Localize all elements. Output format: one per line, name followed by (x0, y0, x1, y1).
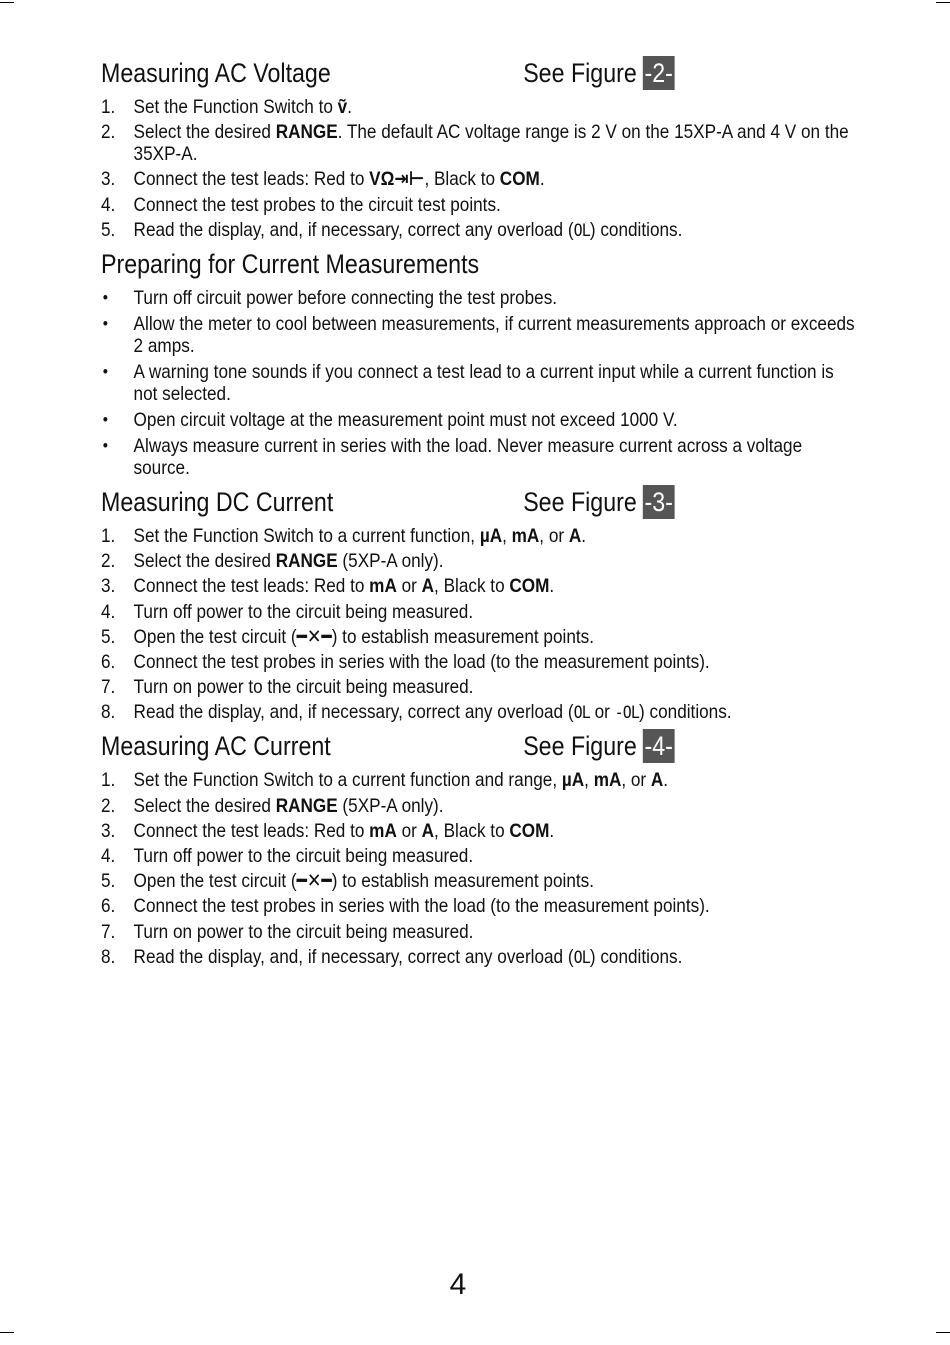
step-item (101, 626, 855, 648)
step-list (101, 769, 841, 968)
see-figure-label: See Figure (523, 58, 637, 88)
step-text: Read the display, and, if necessary, correct any overload ( (133, 701, 574, 724)
bold-term: COM (499, 168, 540, 191)
bold-term: ṽ (337, 96, 348, 118)
section-measuring-dc-current (101, 483, 841, 724)
step-text: or (396, 819, 422, 842)
see-figure-label: See Figure (523, 486, 637, 517)
step-number: 7. (101, 676, 116, 699)
step-number: 3. (101, 168, 116, 191)
step-number: 3. (101, 819, 116, 842)
step-text: , or (621, 769, 651, 792)
step-text: . (549, 575, 555, 598)
step-item (101, 795, 855, 817)
figure-number-badge: -4- (644, 731, 673, 762)
step-item (101, 676, 855, 698)
bullet-text: Open circuit voltage at the measurement point must not exceed 1000 V. (133, 408, 678, 431)
bold-term: A (421, 819, 435, 842)
bold-term: A (421, 575, 435, 598)
bold-term: RANGE (275, 121, 338, 144)
step-text: , (584, 769, 594, 792)
overload-symbol: OL (573, 947, 590, 968)
step-text: Turn off power to the circuit being measured. (133, 600, 474, 623)
step-number: 8. (101, 945, 116, 968)
crop-mark-top-right (936, 2, 950, 3)
step-number: 4. (101, 193, 116, 216)
step-text: Select the desired (133, 121, 276, 144)
page-number: 4 (449, 1268, 467, 1301)
step-number: 1. (101, 769, 116, 792)
overload-symbol: -OL (614, 703, 640, 724)
step-item (101, 168, 855, 190)
step-list (101, 525, 841, 724)
step-item (101, 651, 855, 673)
bold-term: A (650, 769, 664, 792)
step-number: 6. (101, 650, 116, 673)
step-text: Connect the test leads: Red to (133, 168, 370, 191)
step-text: ) to establish measurement points. (331, 625, 594, 648)
bold-term: VΩ⇥⊢ (369, 168, 425, 191)
step-item (101, 601, 855, 623)
bold-term: ━✕━ (296, 625, 332, 648)
bullet-text: Turn off circuit power before connecting the test probes. (133, 286, 558, 309)
step-number: 3. (101, 575, 116, 598)
step-text: Read the display, and, if necessary, correct any overload ( (133, 218, 574, 241)
bold-term: mA (369, 575, 397, 598)
step-text: or (396, 575, 422, 598)
bullet-icon: • (102, 287, 108, 307)
section-title: Measuring DC Current (101, 486, 334, 517)
step-number: 6. (101, 895, 116, 918)
step-item (101, 870, 855, 892)
section-title: Measuring AC Voltage (101, 58, 331, 88)
step-text: Connect the test probes in series with the load (to the measurement points). (133, 650, 710, 673)
step-text: . (347, 96, 353, 118)
bold-term: mA (593, 769, 622, 792)
bullet-item (101, 287, 855, 309)
step-text: . (581, 524, 587, 547)
bold-term: COM (509, 819, 550, 842)
step-number: 4. (101, 600, 116, 623)
section-preparing-for-current-measurements (101, 245, 855, 479)
step-text: Select the desired (133, 550, 276, 573)
step-item (101, 946, 855, 969)
see-figure-label: See Figure (523, 731, 637, 762)
step-text: . The default AC voltage range is 2 V on the 15XP-A and 4 V on the 35XP-A. (133, 121, 849, 166)
bullet-item (101, 409, 855, 431)
bullet-item (101, 313, 855, 357)
step-text: (5XP-A only). (337, 550, 444, 573)
step-text: Connect the test leads: Red to (133, 575, 370, 598)
step-item (101, 769, 855, 791)
step-item (101, 921, 855, 943)
bullet-icon: • (102, 361, 108, 381)
step-item (101, 96, 855, 118)
bold-term: µA (479, 524, 503, 547)
step-text: ) conditions. (589, 945, 683, 968)
step-text: Set the Function Switch to (133, 96, 338, 118)
bullet-list (101, 286, 855, 479)
bold-term: mA (511, 524, 540, 547)
bold-term: A (568, 524, 582, 547)
bold-term: ━✕━ (296, 870, 332, 893)
overload-symbol: OL (573, 220, 590, 241)
manual-page-content (101, 52, 855, 972)
step-text: , (502, 524, 512, 547)
step-item (101, 820, 855, 842)
step-item (101, 219, 855, 242)
step-text: Turn on power to the circuit being measured. (133, 920, 474, 943)
crop-mark-top-left (0, 2, 14, 3)
step-item (101, 194, 855, 216)
step-number: 5. (101, 870, 116, 893)
step-text: , Black to (424, 168, 500, 191)
step-item (101, 895, 855, 917)
step-item (101, 121, 855, 165)
step-text: Turn off power to the circuit being measured. (133, 845, 474, 867)
bullet-text: A warning tone sounds if you connect a test lead to a current input while a current function is not selected. (133, 360, 834, 405)
step-text: ) conditions. (639, 701, 732, 724)
step-number: 4. (101, 845, 116, 867)
step-text: Set the Function Switch to a current function, (133, 524, 480, 547)
step-text: Connect the test leads: Red to (133, 819, 370, 842)
bullet-icon: • (102, 409, 108, 429)
section-heading (101, 245, 755, 283)
step-text: ) to establish measurement points. (331, 870, 594, 893)
step-text: . (663, 769, 669, 792)
bold-term: COM (509, 575, 550, 598)
figure-number-badge: -3- (644, 486, 673, 517)
bold-term: RANGE (275, 550, 338, 573)
bullet-item (101, 435, 855, 479)
section-measuring-ac-voltage (101, 54, 849, 242)
bold-term: RANGE (275, 794, 338, 817)
section-title: Preparing for Current Measurements (101, 248, 480, 279)
step-number: 2. (101, 550, 116, 573)
crop-mark-bottom-right (936, 1332, 950, 1333)
section-heading (101, 54, 755, 92)
step-text: Select the desired (133, 794, 276, 817)
step-text: ) conditions. (589, 218, 683, 241)
section-title: Measuring AC Current (101, 731, 331, 762)
step-number: 5. (101, 625, 116, 648)
step-text: . (549, 819, 555, 842)
step-text: Open the test circuit ( (133, 625, 297, 648)
step-text: (5XP-A only). (337, 794, 444, 817)
step-text: Read the display, and, if necessary, correct any overload ( (133, 945, 574, 968)
see-figure-reference (523, 483, 674, 521)
step-text: , Black to (434, 575, 510, 598)
step-number: 2. (101, 121, 116, 144)
step-text: , Black to (434, 819, 510, 842)
step-number: 1. (101, 524, 116, 547)
step-list (101, 96, 849, 242)
see-figure-reference (523, 727, 674, 765)
step-text: Set the Function Switch to a current function and range, (133, 769, 562, 792)
bullet-icon: • (102, 435, 108, 455)
step-text: . (539, 168, 545, 191)
step-item (101, 701, 855, 724)
step-number: 7. (101, 920, 116, 943)
step-text: Connect the test probes to the circuit test points. (133, 193, 501, 216)
step-number: 8. (101, 701, 116, 724)
step-text: or (589, 701, 615, 724)
step-item (101, 845, 855, 867)
step-item (101, 550, 855, 572)
bold-term: mA (369, 819, 397, 842)
crop-mark-bottom-left (0, 1332, 14, 1333)
bullet-text: Always measure current in series with the load. Never measure current across a voltage source. (133, 434, 803, 479)
step-number: 5. (101, 218, 116, 241)
step-item (101, 525, 855, 547)
step-text: Open the test circuit ( (133, 870, 297, 893)
bullet-text: Allow the meter to cool between measurements, if current measurements approach or exceeds 2 amps. (133, 312, 855, 357)
bullet-icon: • (102, 313, 108, 333)
section-heading (101, 727, 755, 765)
bold-term: µA (561, 769, 585, 792)
step-number: 2. (101, 794, 116, 817)
step-item (101, 575, 855, 597)
step-text: Turn on power to the circuit being measured. (133, 676, 474, 699)
bullet-item (101, 361, 855, 405)
step-text: Connect the test probes in series with the load (to the measurement points). (133, 895, 710, 918)
see-figure-reference (523, 54, 674, 92)
figure-number-badge: -2- (644, 58, 673, 88)
section-measuring-ac-current (101, 727, 841, 968)
overload-symbol: OL (573, 703, 590, 724)
step-number: 1. (101, 96, 116, 118)
step-text: , or (539, 524, 569, 547)
section-heading (101, 483, 755, 521)
